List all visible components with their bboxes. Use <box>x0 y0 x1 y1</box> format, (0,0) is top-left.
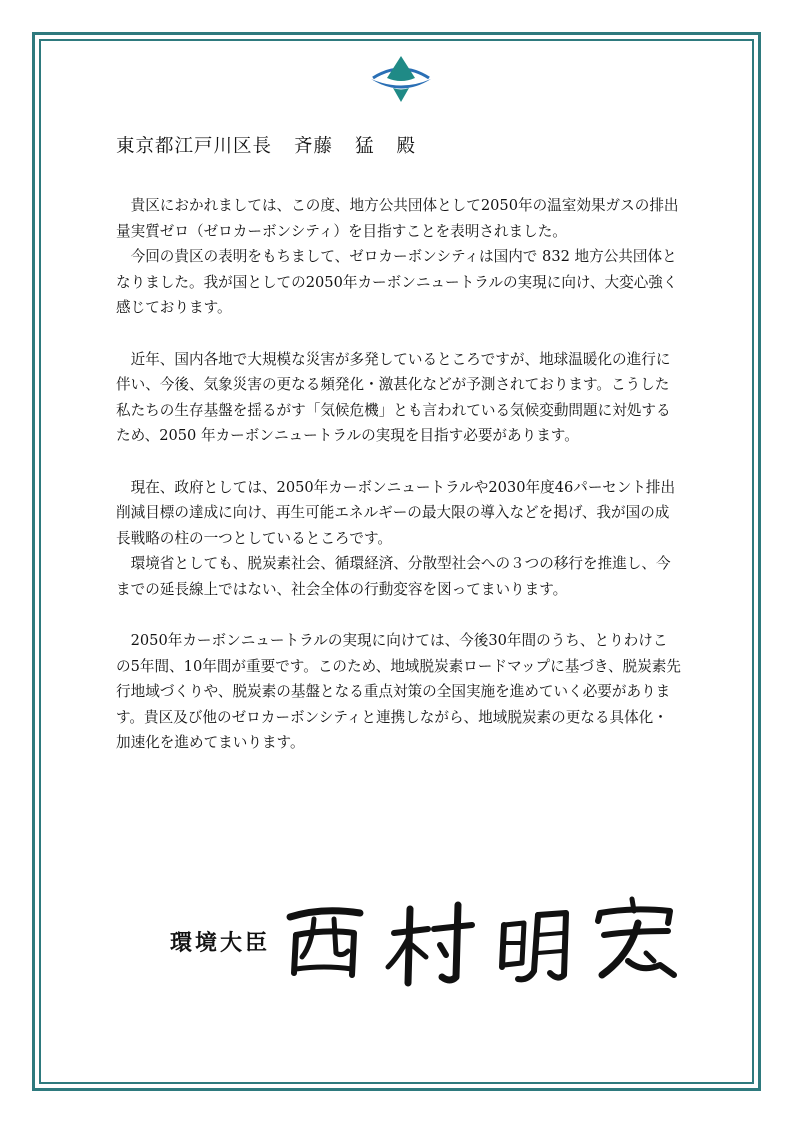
addressee-surname: 斉藤 <box>294 136 334 157</box>
handwritten-signature <box>282 895 702 990</box>
addressee-given-name: 猛 <box>355 136 375 157</box>
paragraph: 今回の貴区の表明をもちまして、ゼロカーボンシティは国内で 832 地方公共団体となりました。我が国としての2050年カーボンニュートラルの実現に向け、大変心強く感じております。 <box>116 248 678 317</box>
addressee-line <box>116 132 416 158</box>
paragraph: 現在、政府としては、2050年カーボンニュートラルや2030年度46パーセント排出削減目標の達成に向け、再生可能エネルギーの最大限の導入などを掲げ、我が国の成長戦略の柱の一つとしているところです。 <box>116 478 676 547</box>
paragraph: 2050年カーボンニュートラルの実現に向けては、今後30年間のうち、とりわけこの5年間、10年間が重要です。このため、地域脱炭素ロードマップに基づき、脱炭素先行地域づくりや、脱炭素の基盤となる重点対策の全国実施を進めていく必要があります。貴区及び他のゼロカーボンシティと連携しながら、地域脱炭素の更なる具体化・加速化を進めてまいります。 <box>116 632 681 752</box>
ministry-logo-icon <box>365 52 437 104</box>
paragraph: 近年、国内各地で大規模な災害が多発しているところですが、地球温暖化の進行に伴い、今後、気象災害の更なる頻発化・激甚化などが予測されております。こうした私たちの生存基盤を揺るがす「気候危機」とも言われている気候変動問題に対処するため、2050 年カーボンニュートラルの実現を目指す必要があります。 <box>116 350 671 445</box>
paragraph: 貴区におかれましては、この度、地方公共団体として2050年の温室効果ガスの排出量実質ゼロ（ゼロカーボンシティ）を目指すことを表明されました。 <box>116 197 679 240</box>
letter-body <box>116 193 682 756</box>
addressee-honorific: 殿 <box>396 136 417 157</box>
addressee-title: 東京都江戸川区長 <box>116 136 273 157</box>
paragraph: 環境省としても、脱炭素社会、循環経済、分散型社会への３つの移行を推進し、今までの延長線上ではない、社会全体の行動変容を図ってまいります。 <box>116 555 671 598</box>
paragraph-spacer <box>116 449 682 475</box>
paragraph-spacer <box>116 603 682 629</box>
signature-title: 環境大臣 <box>170 930 271 956</box>
paragraph-spacer <box>116 321 682 347</box>
